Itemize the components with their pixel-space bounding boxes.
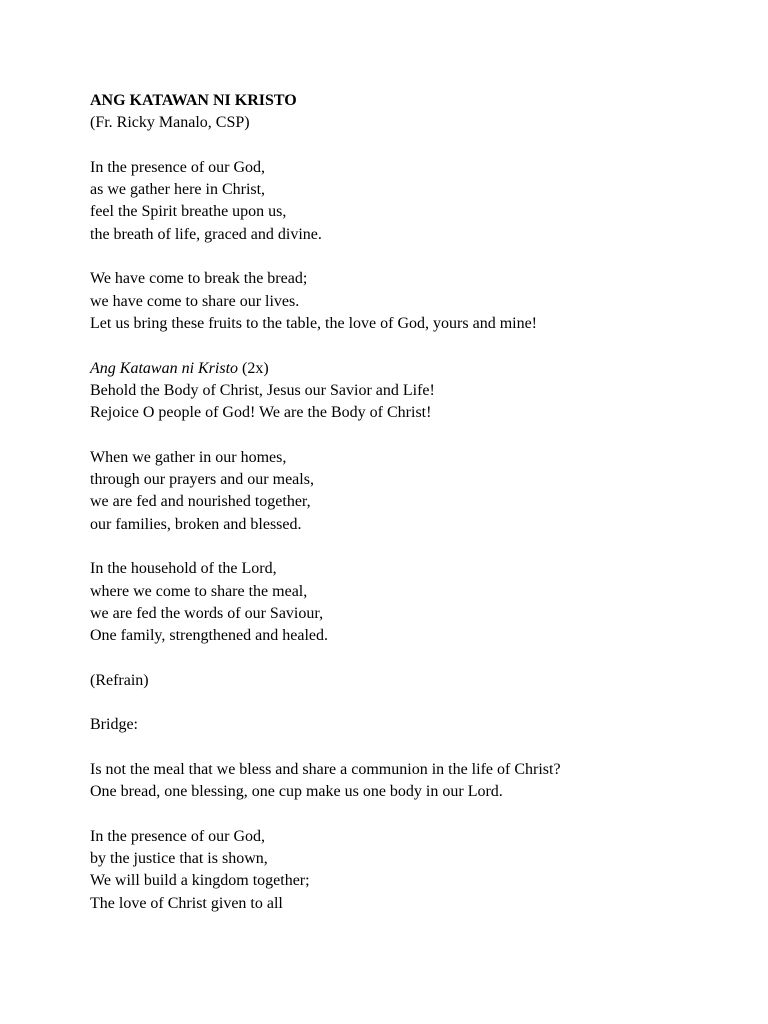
lyric-line: Behold the Body of Christ, Jesus our Savior and Life! — [90, 381, 435, 399]
lyric-line: we are fed the words of our Saviour, — [90, 604, 324, 622]
lyric-line: our families, broken and blessed. — [90, 515, 302, 533]
song-credit: (Fr. Ricky Manalo, CSP) — [90, 114, 250, 132]
lyric-line: through our prayers and our meals, — [90, 471, 314, 489]
lyric-line: When we gather in our homes, — [90, 448, 287, 466]
song-title: ANG KATAWAN NI KRISTO — [90, 92, 297, 109]
lyric-line: Is not the meal that we bless and share a communion in the life of Christ? — [90, 760, 561, 778]
lyric-line: In the presence of our God, — [90, 158, 266, 176]
lyric-line: the breath of life, graced and divine. — [90, 225, 322, 243]
verse-4 — [90, 558, 708, 647]
lyric-line: Let us bring these fruits to the table, the love of God, yours and mine! — [90, 314, 538, 332]
bridge-label — [90, 714, 708, 736]
refrain-marker — [90, 670, 708, 692]
lyric-line: In the household of the Lord, — [90, 560, 277, 578]
lyric-line: as we gather here in Christ, — [90, 181, 266, 199]
lyric-line: where we come to share the meal, — [90, 582, 308, 600]
verse-3 — [90, 447, 708, 536]
lyric-line: In the presence of our God, — [90, 827, 266, 845]
lyric-line: by the justice that is shown, — [90, 850, 268, 868]
lyric-line: feel the Spirit breathe upon us, — [90, 203, 287, 221]
refrain — [90, 358, 708, 425]
lyric-line: One bread, one blessing, one cup make us one body in our Lord. — [90, 783, 503, 801]
lyric-line: The love of Christ given to all — [90, 894, 283, 912]
song-header — [90, 90, 708, 135]
verse-1 — [90, 157, 708, 246]
verse-5 — [90, 826, 708, 915]
bridge — [90, 759, 708, 804]
refrain-tag-title: Ang Katawan ni Kristo — [90, 359, 239, 377]
refrain-tag-count: (2x) — [238, 359, 269, 377]
refrain-marker-text: (Refrain) — [90, 671, 149, 689]
lyric-line: We will build a kingdom together; — [90, 872, 310, 890]
lyric-line: One family, strengthened and healed. — [90, 627, 328, 645]
verse-2 — [90, 268, 708, 335]
lyric-line: Rejoice O people of God! We are the Body of Christ! — [90, 404, 432, 422]
lyric-line: We have come to break the bread; — [90, 270, 308, 288]
bridge-label-text: Bridge: — [90, 716, 138, 734]
lyric-line: we are fed and nourished together, — [90, 493, 311, 511]
lyric-line: we have come to share our lives. — [90, 292, 300, 310]
refrain-tag — [90, 358, 708, 380]
